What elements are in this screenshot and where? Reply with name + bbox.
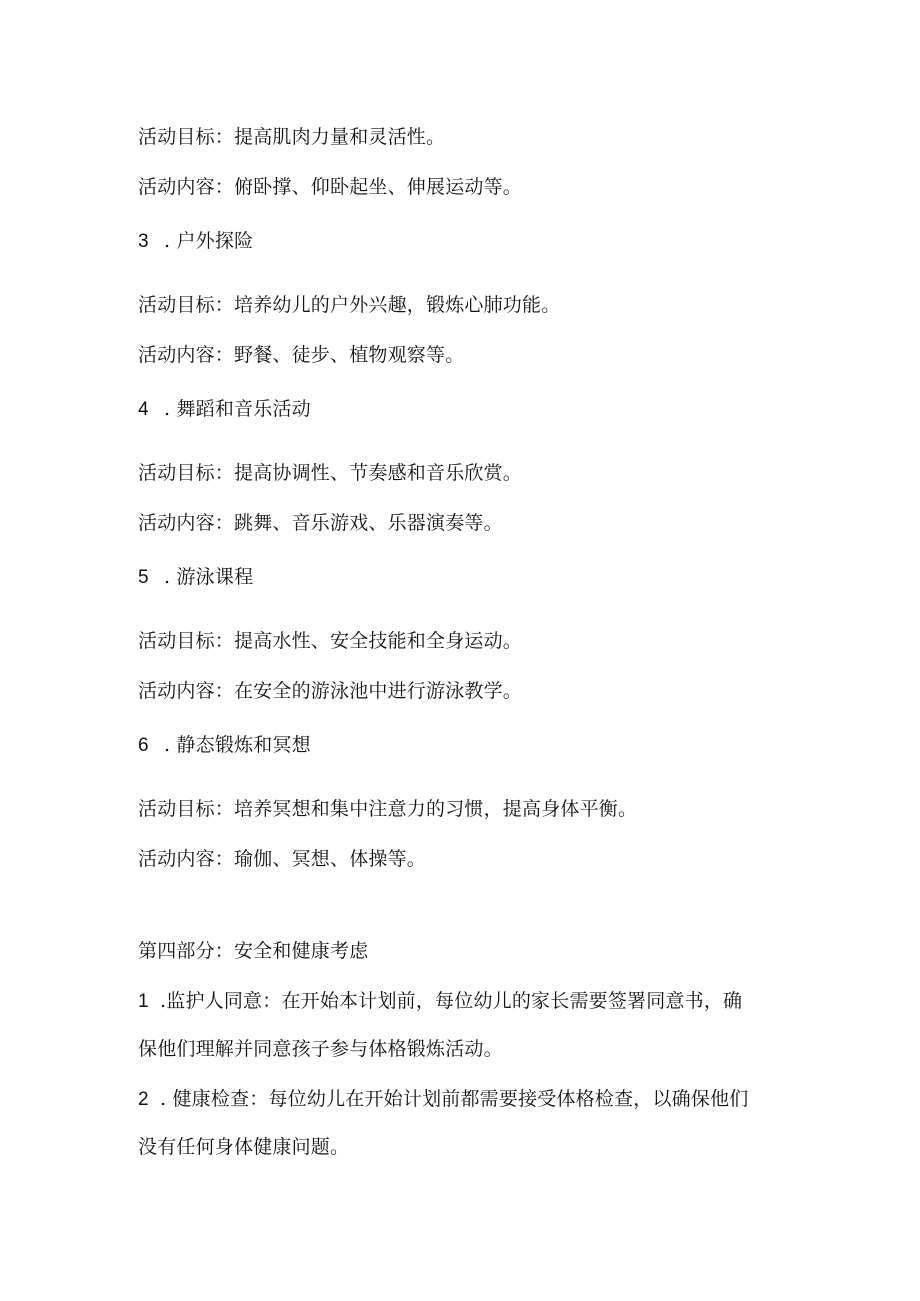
paragraph-number: 2 [138,1089,149,1110]
activity-goal-line: 活动目标：培养幼儿的户外兴趣，锻炼心肺功能。 [138,294,561,316]
paragraph-2-line-2: 没有任何身体健康问题。 [138,1136,350,1158]
item-heading-4 [138,396,311,423]
activity-goal-line: 活动目标：培养冥想和集中注意力的习惯，提高身体平衡。 [138,798,638,820]
item-title: . 游泳课程 [164,566,254,588]
item-number: 4 [138,399,149,420]
paragraph-number: 1 [138,991,149,1012]
item-title: . 舞蹈和音乐活动 [164,398,311,420]
item-number: 3 [138,231,149,252]
item-heading-3 [138,228,253,255]
item-number: 6 [138,735,149,756]
paragraph-text: .监护人同意：在开始本计划前，每位幼儿的家长需要签署同意书，确 [160,990,743,1012]
activity-goal-line: 活动目标：提高水性、安全技能和全身运动。 [138,630,523,652]
item-title: . 户外探险 [164,230,254,252]
paragraph-2-line-1 [138,1086,748,1113]
activity-content-line: 活动内容：俯卧撑、仰卧起坐、伸展运动等。 [138,176,523,198]
item-heading-6 [138,732,311,759]
item-number: 5 [138,567,149,588]
activity-content-line: 活动内容：瑜伽、冥想、体操等。 [138,848,427,870]
paragraph-text: . 健康检查：每位幼儿在开始计划前都需要接受体格检查，以确保他们 [160,1088,749,1110]
paragraph-1-line-2: 保他们理解并同意孩子参与体格锻炼活动。 [138,1038,503,1060]
item-heading-5 [138,564,253,591]
activity-content-line: 活动内容：跳舞、音乐游戏、乐器演奏等。 [138,512,503,534]
part-heading: 第四部分：安全和健康考虑 [138,940,369,962]
activity-goal-line: 活动目标：提高肌肉力量和灵活性。 [138,126,446,148]
activity-goal-line: 活动目标：提高协调性、节奏感和音乐欣赏。 [138,462,523,484]
activity-content-line: 活动内容：野餐、徒步、植物观察等。 [138,344,465,366]
paragraph-1-line-1 [138,988,742,1015]
activity-content-line: 活动内容：在安全的游泳池中进行游泳教学。 [138,680,523,702]
item-title: . 静态锻炼和冥想 [164,734,311,756]
